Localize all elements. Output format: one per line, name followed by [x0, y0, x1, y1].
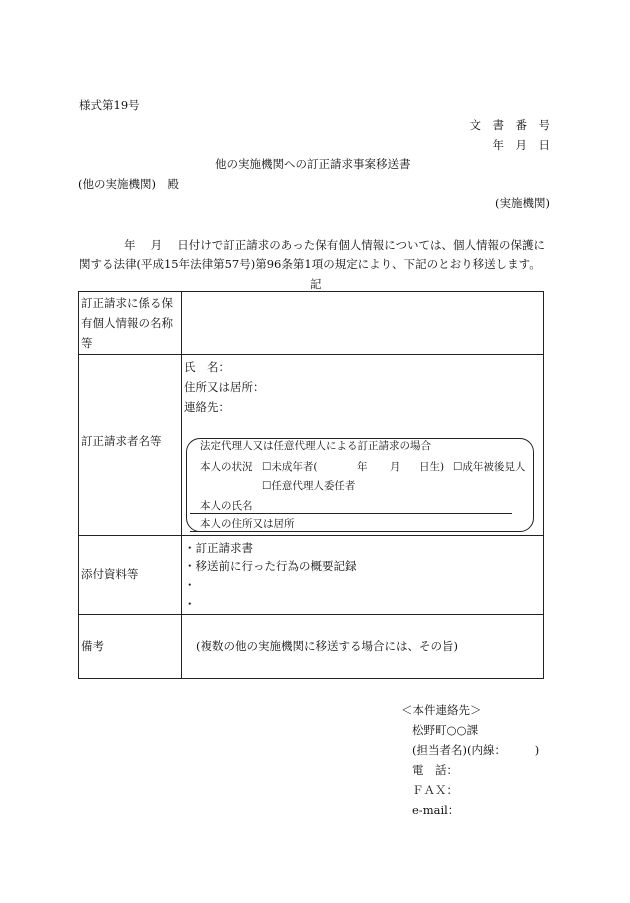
requester-address-label: 住所又は居所： — [184, 380, 265, 394]
ki-heading: 記 — [310, 277, 322, 291]
table-cell-label — [79, 536, 182, 615]
remarks-text: (複数の他の実施機関に移送する場合には、その旨) — [196, 639, 458, 653]
row1-label-line3: 等 — [81, 336, 93, 350]
table-row — [79, 536, 544, 615]
row2-label: 訂正請求者名等 — [81, 434, 162, 448]
table-row — [79, 615, 544, 679]
principal-address-underline — [190, 531, 512, 532]
attachment-item: ・移送前に行った行為の概要記録 — [184, 559, 357, 573]
principal-name-underline — [190, 513, 512, 514]
adult-ward-checkbox[interactable]: ☐成年被後見人 — [453, 461, 526, 473]
voluntary-agent-checkbox[interactable]: ☐任意代理人委任者 — [262, 480, 356, 492]
principal-address-label: 本人の住所又は居所 — [200, 518, 295, 530]
form-number: 様式第19号 — [79, 98, 140, 112]
principal-status-label: 本人の状況 — [200, 461, 253, 473]
row3-label: 添付資料等 — [81, 567, 139, 581]
birth-month-label: 月 — [390, 461, 401, 473]
contact-phone: 電 話： — [412, 763, 458, 777]
requester-name-label: 氏 名： — [184, 360, 230, 374]
table-cell-value — [182, 536, 544, 615]
table-cell-value — [182, 292, 544, 355]
document-number: 文 書 番 号 — [469, 118, 550, 132]
agent-heading: 法定代理人又は任意代理人による訂正請求の場合 — [200, 440, 431, 452]
contact-heading: ＜本件連絡先＞ — [401, 703, 482, 717]
table-cell-label — [79, 292, 182, 355]
addressee: (他の実施機関) 殿 — [78, 177, 179, 191]
table-cell-label — [79, 615, 182, 679]
contact-department: 松野町○○課 — [412, 723, 479, 737]
birth-day-label: 日生) — [419, 461, 445, 473]
table-cell-value — [182, 615, 544, 679]
date-line: 年 月 日 — [492, 138, 550, 152]
principal-name-label: 本人の氏名 — [200, 500, 253, 512]
table-row — [79, 292, 544, 355]
contact-fax: ＦＡＸ： — [412, 783, 458, 797]
contact-email: e-mail： — [412, 803, 460, 817]
row1-label-line2: 有個人情報の名称 — [81, 316, 173, 330]
contact-person: (担当者名)(内線： ) — [412, 743, 540, 757]
row4-label: 備考 — [81, 639, 104, 653]
attachment-item: ・ — [184, 597, 196, 611]
sender-agency: (実施機関) — [495, 196, 550, 210]
document-title: 他の実施機関への訂正請求事案移送書 — [215, 157, 411, 171]
birth-year-label: 年 — [357, 461, 368, 473]
row1-label-line1: 訂正請求に係る保 — [81, 296, 173, 310]
body-text-line2: 関する法律(平成15年法律第57号)第96条第1項の規定により、下記のとおり移送します。 — [79, 257, 541, 271]
attachment-item: ・訂正請求書 — [184, 541, 253, 555]
attachment-item: ・ — [184, 578, 196, 592]
body-text-line1: 年 月 日付けで訂正請求のあった保有個人情報については、個人情報の保護に — [124, 238, 545, 252]
requester-contact-label: 連絡先： — [184, 400, 230, 414]
table-cell-label — [79, 355, 182, 536]
minor-checkbox[interactable]: ☐未成年者( — [262, 461, 318, 473]
